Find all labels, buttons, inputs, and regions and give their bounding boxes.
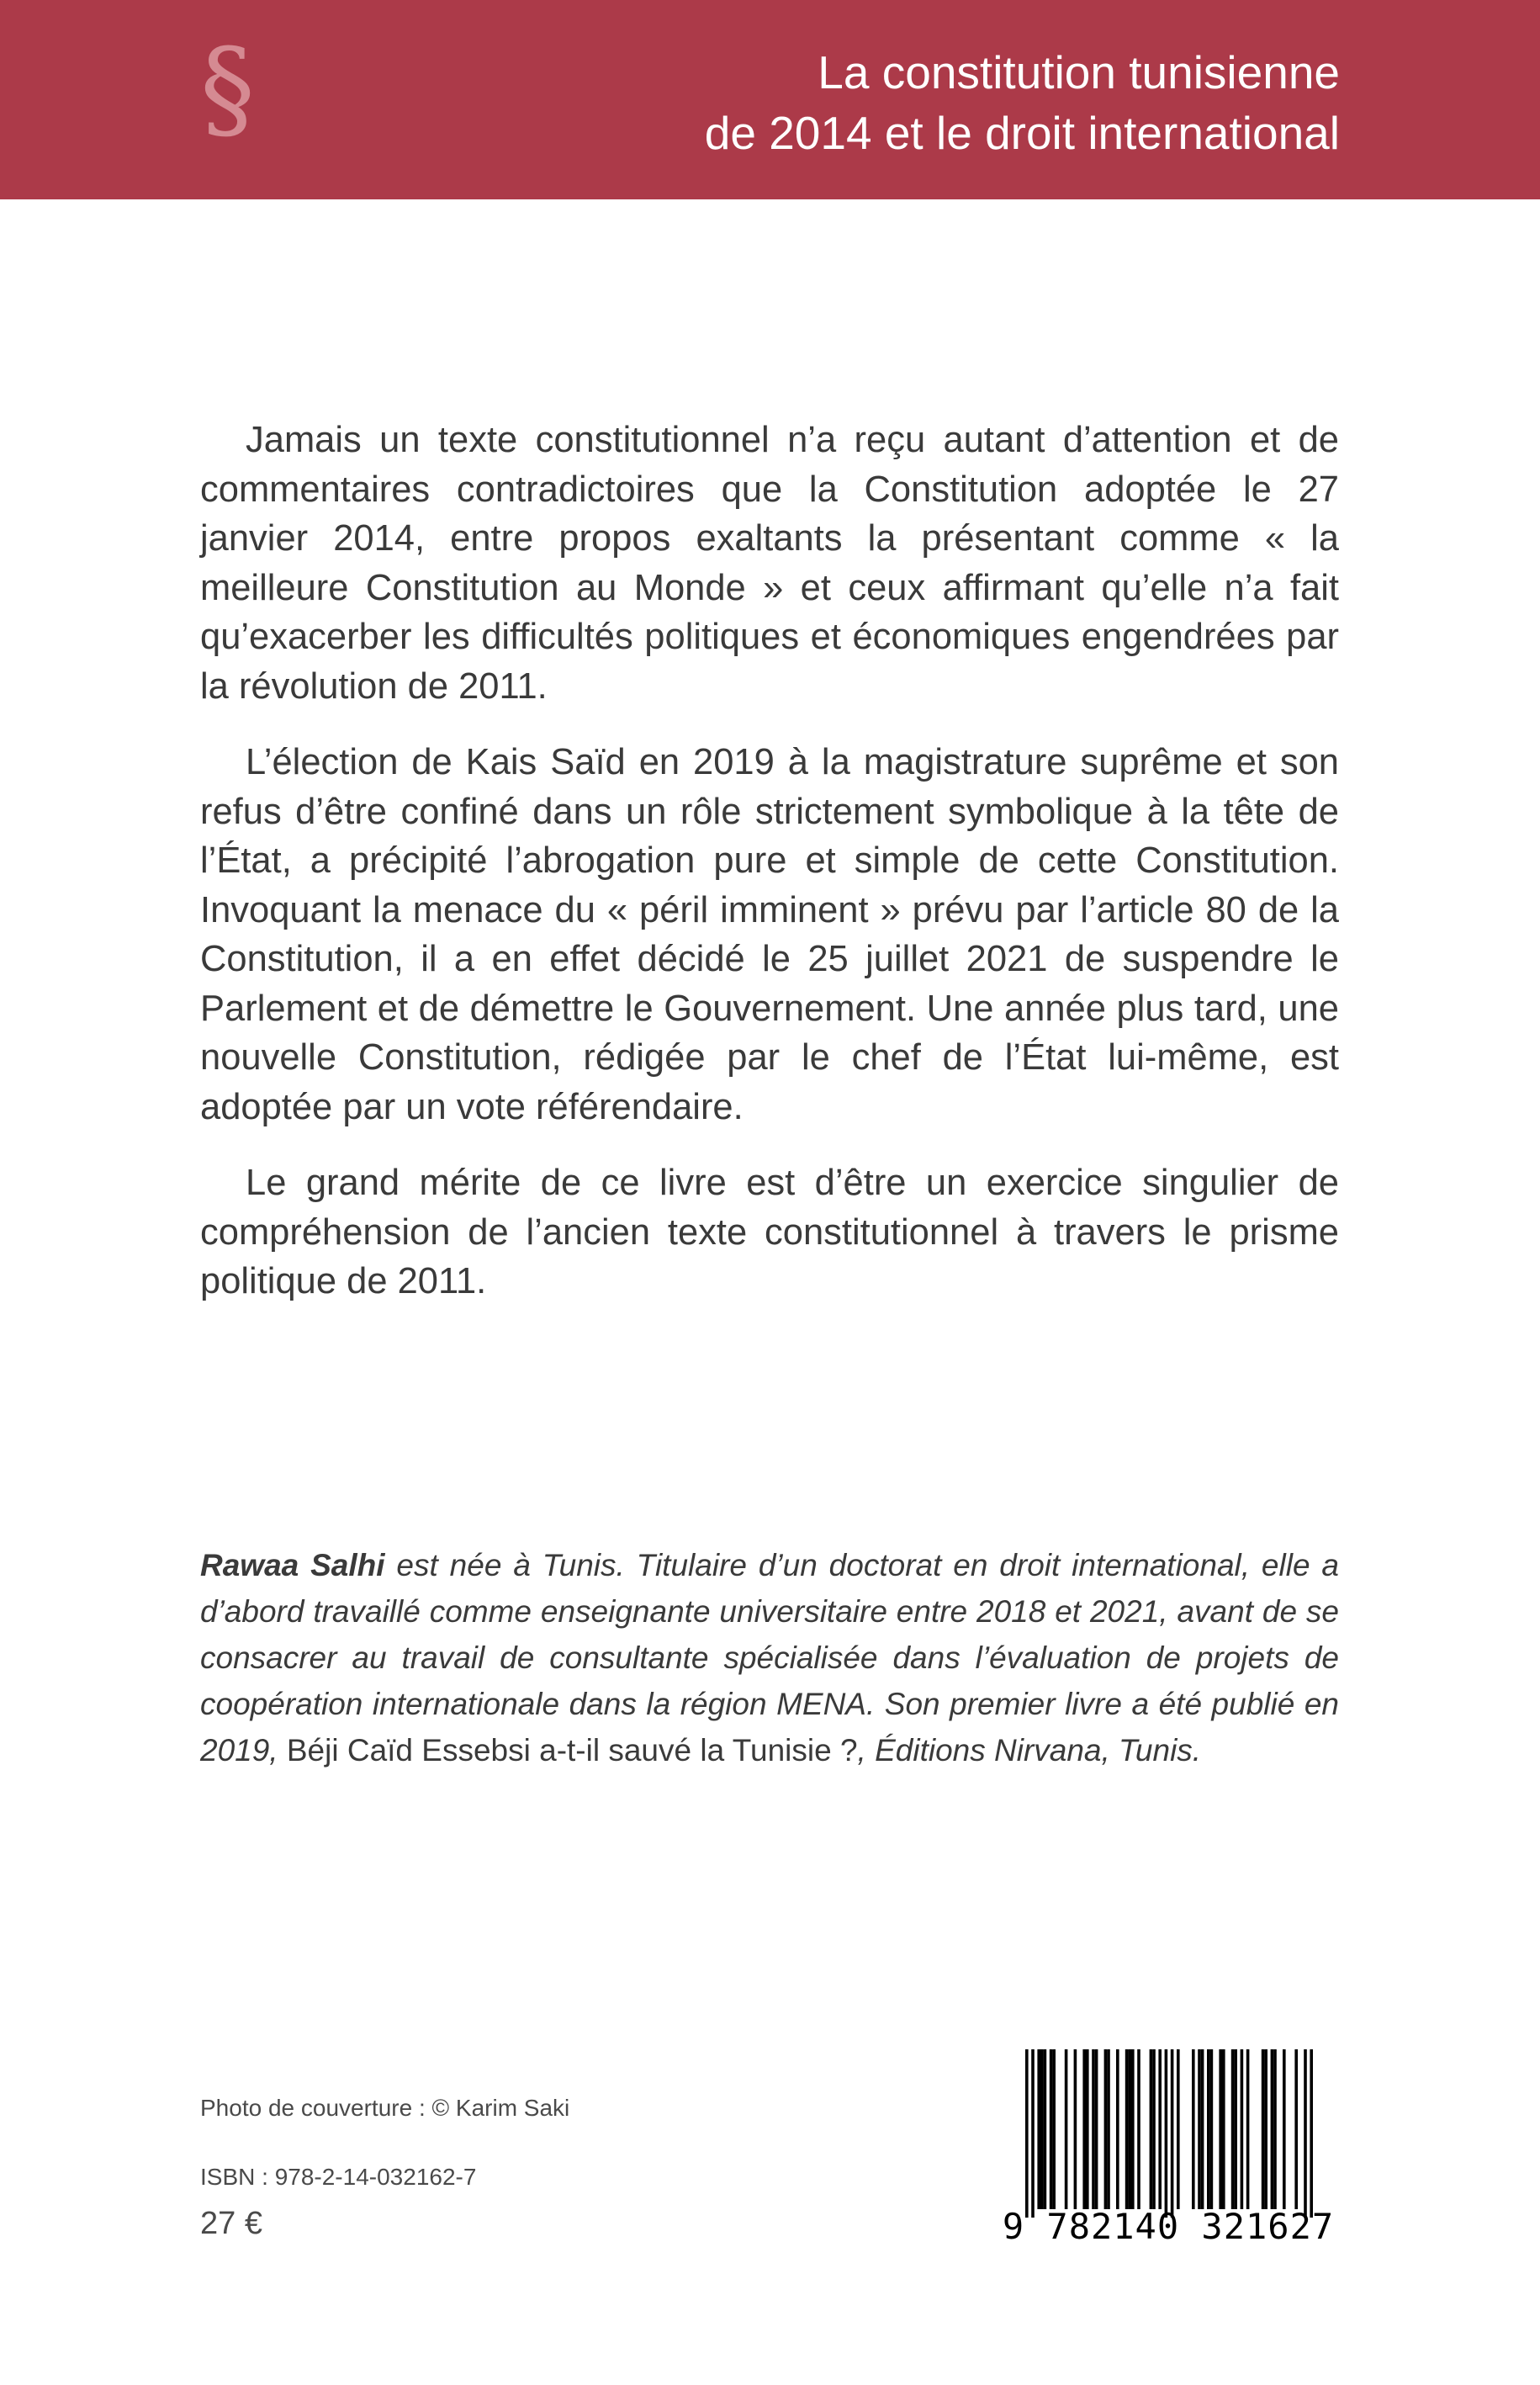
barcode-bar (1044, 2049, 1047, 2209)
barcode-bar (1262, 2049, 1265, 2209)
barcode-bar (1050, 2049, 1053, 2209)
blurb-paragraph: Jamais un texte constitutionnel n’a reçu autant d’attention et de commentaires contradictoires que la Constitution adoptée le 27 janvier 2014, entre propos exaltants la présentant comme « la meilleure Constitution au Monde » et ceux affirmant qu’elle n’a fait qu’exacerber les difficultés politiques et économiques engendrées par la révolution de 2011. (200, 420, 1339, 707)
barcode-bar (1207, 2049, 1210, 2209)
barcode-bar (1294, 2049, 1298, 2209)
barcode-bar (1273, 2049, 1277, 2209)
barcode-bar (1241, 2049, 1244, 2209)
author-bio-text: est née à Tunis. Titulaire d’un doctorat en droit international, elle a d’abord travaillé comme enseignante universitaire entre 2018 et 2021, avant de se consacrer au travail de consultante spécialisée dans l’évaluation de projets de coopération internationale dans la région MENA. Son premier livre a été publié en 2019, (200, 1548, 1339, 1768)
barcode-bar (1025, 2049, 1029, 2218)
barcode-bar (1222, 2049, 1225, 2209)
barcode-bar (1152, 2049, 1156, 2209)
barcode-bar (1201, 2049, 1204, 2209)
barcode-bar (1092, 2049, 1095, 2209)
barcode-bar (1031, 2049, 1035, 2218)
barcode-bar (1264, 2049, 1267, 2209)
barcode-bar (1310, 2049, 1313, 2218)
barcode-bar (1246, 2049, 1250, 2209)
barcode-bar (1234, 2049, 1237, 2209)
barcode-bar (1150, 2049, 1153, 2209)
barcode-bar (1171, 2049, 1174, 2218)
barcode-bar (1137, 2049, 1140, 2209)
barcode (995, 2049, 1342, 2255)
price: 27 € (200, 2206, 262, 2241)
barcode-bar (1128, 2049, 1131, 2209)
barcode-bar (1074, 2049, 1077, 2209)
barcode-bar (1040, 2049, 1044, 2209)
book-title-line1: La constitution tunisienne (818, 46, 1340, 98)
author-name: Rawaa Salhi (200, 1548, 385, 1582)
barcode-bar (1219, 2049, 1222, 2209)
barcode-bar (1231, 2049, 1235, 2209)
barcode-bar (1037, 2049, 1040, 2209)
barcode-bar (1198, 2049, 1201, 2209)
author-bio (200, 1542, 1339, 1773)
previous-book-title: Béji Caïd Essebsi a-t-il sauvé la Tunisie ? (286, 1733, 858, 1768)
isbn: ISBN : 978-2-14-032162-7 (200, 2164, 477, 2190)
book-title (705, 42, 1340, 163)
header-banner (0, 0, 1540, 199)
barcode-bar (1104, 2049, 1108, 2209)
barcode-bar (1052, 2049, 1056, 2209)
barcode-bar (1165, 2049, 1168, 2218)
barcode-bar (1125, 2049, 1129, 2209)
barcode-bar (1086, 2049, 1089, 2209)
barcode-bar (1082, 2049, 1086, 2209)
barcode-bar (1192, 2049, 1195, 2209)
barcode-bar (1271, 2049, 1274, 2209)
book-title-line2: de 2014 et le droit international (704, 107, 1340, 159)
barcode-bars (995, 2049, 1342, 2218)
back-cover-blurb (200, 416, 1339, 1333)
barcode-bar (1107, 2049, 1110, 2209)
barcode-bar (1283, 2049, 1286, 2209)
blurb-paragraph: Le grand mérite de ce livre est d’être un exercice singulier de compréhension de l’ancien texte constitutionnel à travers le prisme politique de 2011. (200, 1163, 1339, 1301)
barcode-bar (1065, 2049, 1068, 2209)
photo-credit: Photo de couverture : © Karim Saki (200, 2095, 570, 2121)
barcode-bar (1116, 2049, 1119, 2209)
barcode-bar (1158, 2049, 1162, 2209)
barcode-digits: 9 782140 321627 (1002, 2206, 1335, 2247)
blurb-paragraph: L’élection de Kais Saïd en 2019 à la magistrature suprême et son refus d’être confiné dans un rôle strictement symbolique à la tête de l’État, a précipité l’abrogation pure et simple de cette Constitution. Invoquant la menace du « péril imminent » prévu par l’article 80 de la Constitution, il a en effet décidé le 25 juillet 2021 de suspendre le Parlement et de démettre le Gouvernement. Une année plus tard, une nouvelle Constitution, rédigée par le chef de l’État lui-même, est adoptée par un vote référendaire. (200, 742, 1339, 1127)
barcode-bar (1177, 2049, 1180, 2209)
barcode-bar (1210, 2049, 1214, 2209)
section-symbol-icon: § (200, 24, 255, 152)
barcode-bar (1095, 2049, 1098, 2209)
author-bio-publisher: , Éditions Nirvana, Tunis. (857, 1733, 1202, 1768)
barcode-bar (1304, 2049, 1307, 2218)
barcode-bar (1131, 2049, 1135, 2209)
